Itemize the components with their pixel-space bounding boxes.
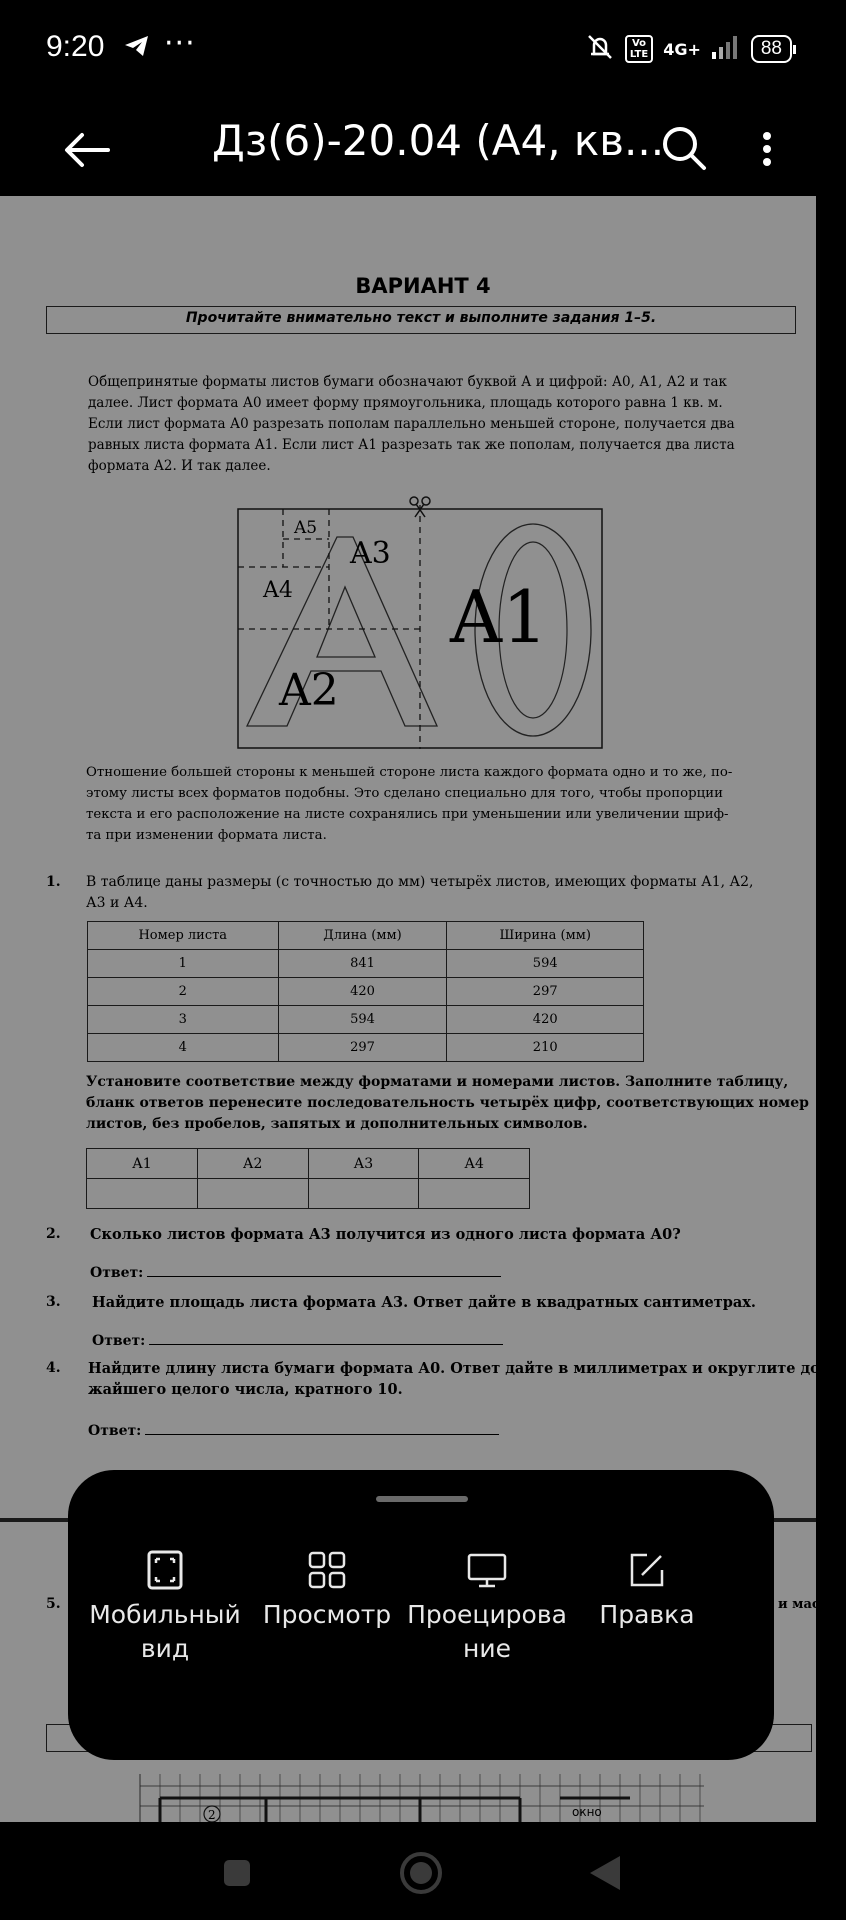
instruction-text: Прочитайте внимательно текст и выполните задания 1–5. — [185, 310, 657, 326]
task1-text — [86, 872, 792, 914]
answer-label: Ответ: — [88, 1423, 142, 1439]
intro-line: формата А2. И так далее. — [88, 458, 271, 474]
answer-cell — [308, 1179, 419, 1209]
figure-label-a2: A2 — [279, 665, 339, 716]
answer-header: А2 — [197, 1149, 308, 1179]
task-number: 5. — [46, 1596, 61, 1612]
table-row — [88, 1034, 644, 1062]
projection-button[interactable] — [402, 1550, 572, 1666]
task4-text — [88, 1358, 835, 1400]
mute-icon — [585, 32, 615, 66]
table-cell: 594 — [278, 1006, 447, 1034]
ratio-paragraph — [86, 762, 792, 846]
signal-icon — [711, 34, 741, 64]
answer-cell — [197, 1179, 308, 1209]
edit-icon — [627, 1550, 667, 1590]
grid-view-icon — [307, 1550, 347, 1590]
task4-line: жайшего целого числа, кратного 10. — [88, 1381, 403, 1398]
table-cell: 841 — [278, 950, 447, 978]
figure-label-a4: A4 — [263, 578, 293, 603]
home-icon[interactable] — [398, 1850, 444, 1896]
app-bar — [0, 100, 816, 196]
table-cell: 4 — [88, 1034, 279, 1062]
table-header: Длина (мм) — [278, 922, 447, 950]
task4-answer — [88, 1420, 499, 1439]
sheet-item-label: Просмотр — [262, 1600, 392, 1629]
answer-row — [87, 1179, 530, 1209]
big-letter-a-outline — [247, 537, 437, 726]
task1-instructions — [86, 1072, 809, 1135]
search-icon[interactable] — [656, 116, 712, 176]
task1-line: В таблице даны размеры (с точностью до мм) четырёх листов, имеющих форматы А1, А2, — [86, 874, 754, 890]
answer-header: А4 — [419, 1149, 530, 1179]
task1-after-line: бланк ответов перенесите последовательность четырёх цифр, соответствующих номер — [86, 1095, 809, 1111]
table-cell: 594 — [447, 950, 644, 978]
answer-header: А1 — [87, 1149, 198, 1179]
task-number: 3. — [46, 1294, 61, 1310]
sheet-item-label: Правка — [599, 1600, 695, 1629]
mobile-view-icon — [145, 1550, 185, 1590]
table-header-row — [88, 922, 644, 950]
table-cell: 210 — [447, 1034, 644, 1062]
table-cell: 2 — [88, 978, 279, 1006]
more-vert-icon[interactable] — [752, 118, 782, 178]
task1-line: А3 и А4. — [86, 895, 148, 911]
network-type: 4G+ — [663, 39, 701, 59]
intro-line: равных листа формата А1. Если лист А1 разрезать так же пополам, получается два листа — [88, 437, 735, 453]
plan-circle-number: 2 — [208, 1808, 216, 1822]
more-notifications-icon: ··· — [164, 26, 196, 61]
view-mode-sheet — [68, 1470, 774, 1760]
task3-text: Найдите площадь листа формата А3. Ответ дайте в квадратных сантиметрах. — [92, 1294, 756, 1311]
document-title: Дз(6)-20.04 (А4, кв... — [212, 116, 665, 165]
variant-title: ВАРИАНТ 4 — [355, 274, 491, 298]
plan-window-label: окно — [572, 1805, 602, 1819]
answer-label: Ответ: — [92, 1333, 146, 1349]
answer-header: А3 — [308, 1149, 419, 1179]
answer-cell — [87, 1179, 198, 1209]
answer-header-row — [87, 1149, 530, 1179]
battery-icon: 88 — [751, 35, 792, 63]
back-nav-icon[interactable] — [588, 1854, 622, 1892]
task2-answer — [90, 1262, 501, 1281]
ratio-line: этому листы всех форматов подобны. Это сделано специально для того, чтобы пропорции — [86, 786, 723, 801]
intro-paragraph — [88, 372, 796, 477]
navigation-bar — [0, 1822, 816, 1920]
table-row — [88, 950, 644, 978]
table-header: Ширина (мм) — [447, 922, 644, 950]
telegram-icon — [124, 34, 150, 62]
volte-icon: Vo LTE — [625, 35, 653, 63]
sizes-table — [87, 921, 644, 1062]
table-cell: 3 — [88, 1006, 279, 1034]
ratio-line: Отношение большей стороны к меньшей стороне листа каждого формата одно и то же, по- — [86, 765, 733, 780]
task-number: 1. — [46, 874, 61, 890]
figure-label-a5: A5 — [294, 518, 318, 538]
answer-table — [86, 1148, 530, 1209]
recents-icon[interactable] — [222, 1858, 252, 1888]
status-icons — [585, 32, 792, 66]
answer-cell — [419, 1179, 530, 1209]
task1-after-line: листов, без пробелов, запятых и дополнительных символов. — [86, 1116, 588, 1132]
edit-button[interactable] — [562, 1550, 732, 1632]
intro-line: далее. Лист формата А0 имеет форму прямоугольника, площадь которого равна 1 кв. м. — [88, 395, 723, 411]
task3-answer — [92, 1330, 503, 1349]
floor-plan-grid — [140, 1774, 704, 1824]
table-cell: 420 — [447, 1006, 644, 1034]
task1-after-line: Установите соответствие между форматами и номерами листов. Заполните таблицу, — [86, 1074, 789, 1090]
table-cell: 297 — [278, 1034, 447, 1062]
task5-fragment: и масс — [778, 1597, 828, 1612]
instruction-box — [46, 306, 796, 334]
table-header: Номер листа — [88, 922, 279, 950]
ratio-line: текста и его расположение на листе сохранялись при уменьшении или увеличении шриф- — [86, 807, 729, 822]
table-cell: 297 — [447, 978, 644, 1006]
task-number: 4. — [46, 1360, 61, 1376]
task4-line: Найдите длину листа бумаги формата А0. Ответ дайте в миллиметрах и округлите до б — [88, 1360, 835, 1377]
sheet-item-label: Мобильный вид — [89, 1600, 241, 1663]
mobile-view-button[interactable] — [80, 1550, 250, 1666]
answer-label: Ответ: — [90, 1265, 144, 1281]
task-number: 2. — [46, 1226, 61, 1242]
sheet-item-label: Проецирова ние — [407, 1600, 567, 1663]
figure-label-a1: A1 — [450, 575, 548, 659]
back-arrow-icon[interactable] — [58, 120, 118, 180]
projection-icon — [467, 1550, 507, 1590]
status-bar — [0, 0, 816, 100]
intro-line: Общепринятые форматы листов бумаги обозначают буквой А и цифрой: А0, А1, А2 и так — [88, 374, 727, 390]
preview-button[interactable] — [242, 1550, 412, 1632]
table-cell: 420 — [278, 978, 447, 1006]
task2-text: Сколько листов формата А3 получится из одного листа формата А0? — [90, 1226, 681, 1243]
sheet-drag-handle[interactable] — [376, 1496, 468, 1502]
table-cell: 1 — [88, 950, 279, 978]
clock: 9:20 — [46, 30, 105, 63]
figure-label-a3: A3 — [350, 536, 391, 571]
intro-line: Если лист формата А0 разрезать пополам параллельно меньшей стороне, получается два — [88, 416, 735, 432]
paper-format-figure — [237, 497, 603, 749]
table-row — [88, 978, 644, 1006]
table-row — [88, 1006, 644, 1034]
ratio-line: та при изменении формата листа. — [86, 828, 327, 843]
